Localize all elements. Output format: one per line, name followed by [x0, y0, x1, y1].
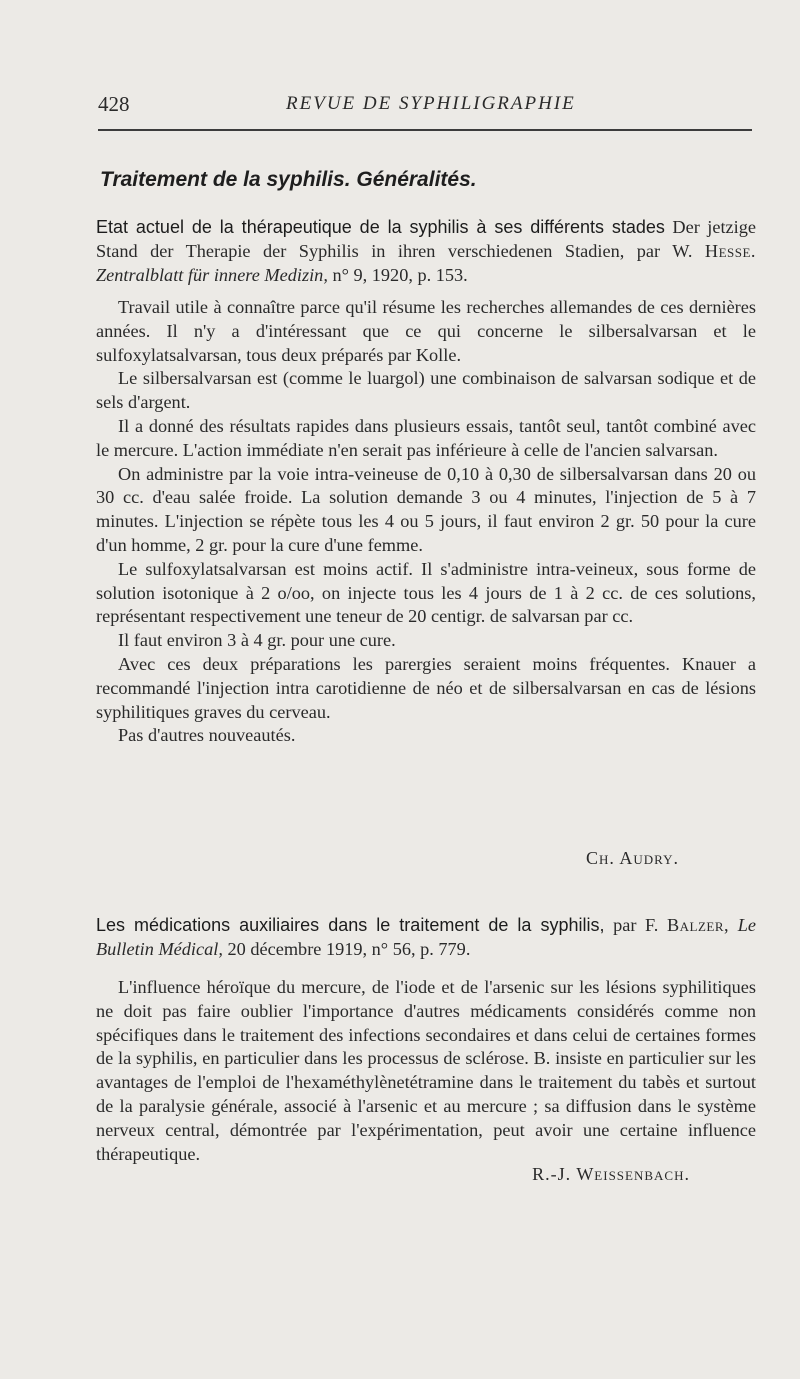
- article2-citation: 20 décembre 1919, n° 56, p. 779.: [227, 938, 471, 959]
- article1-paragraph: Avec ces deux préparations les parergies seraient moins fréquentes. Knauer a recommandé l'injection intra carotidienne de néo et de silbersalvarsan en cas de lésions syphilitiques graves du cerveau.: [96, 653, 756, 722]
- header-rule: [98, 129, 752, 131]
- article1-paragraph: On administre par la voie intra-veineuse de 0,10 à 0,30 de silbersalvarsan dans 20 ou 30 cc. d'eau salée froide. La solution demande 3 ou 4 minutes, l'injection de 5 à 7 minutes. L'injection se répète tous les 4 ou 5 jours, il faut environ 2 gr. 50 pour la cure d'un homme, 2 gr. pour la cure d'une femme.: [96, 463, 756, 555]
- article1-reference: [96, 216, 756, 287]
- article1-paragraph: Le sulfoxylatsalvarsan est moins actif. Il s'administre intra-veineux, sous forme de solution isotonique à 2 o/oo, on injecte tous les 4 jours de 1 à 2 cc. de ces solutions, représentant respectivement une teneur de 20 centigr. de salvarsan par cc.: [96, 558, 756, 627]
- article1-signature: Ch. Audry.: [585, 848, 679, 868]
- article1-citation: n° 9, 1920, p. 153.: [332, 264, 468, 285]
- article1-paragraph: Il faut environ 3 à 4 gr. pour une cure.: [118, 630, 396, 651]
- article2-author: Balzer,: [666, 915, 730, 935]
- article2-paragraph: L'influence héroïque du mercure, de l'iode et de l'arsenic sur les lésions syphilitiques ne doit pas faire oublier l'importance d'autres médicaments considérés comme non spécifiques dans le traitement des infections secondaires et dans celui de certaines formes de la syphilis, en particulier dans les processus de sclérose. B. insiste en particulier sur les avantages de l'emploi de l'hexaméthylènetétramine dans le traitement du tabès et surtout de la paralysie générale, associé à l'arsenic et au mercure ; sa diffusion dans le système nerveux central, démontrée par l'expérimentation, peut avoir une certaine influence thérapeutique.: [96, 977, 756, 1164]
- article2-reference: [96, 914, 756, 962]
- article2-body: [96, 976, 756, 1166]
- article1-author: Hesse.: [704, 240, 756, 261]
- article1-journal: Zentralblatt für innere Medizin,: [96, 264, 328, 285]
- article1-german-title: Der jetzige Stand der Therapie der Syphilis in ihren verschiedenen Stadien: [96, 217, 756, 261]
- section-heading: Traitement de la syphilis. Généralités.: [100, 168, 477, 191]
- article1-paragraph: Travail utile à connaître parce qu'il résume les recherches allemandes de ces dernières années. Il n'y a d'intéressant que ce qui concerne le silbersalvarsan et le sulfoxylatsalvarsan, tous deux préparés par Kolle.: [96, 297, 756, 365]
- article2-by: par F.: [613, 915, 659, 935]
- article1-paragraph: Il a donné des résultats rapides dans plusieurs essais, tantôt seul, tantôt combiné avec le mercure. L'action immédiate n'en serait pas inférieure à celle de l'ancien salvarsan.: [96, 415, 756, 460]
- article1-title: Etat actuel de la thérapeutique de la syphilis à ses différents stades: [96, 217, 665, 237]
- page-number: 428: [98, 92, 130, 116]
- article1-body: [96, 296, 756, 748]
- page-header: [98, 92, 754, 120]
- article2-signature: R.-J. Weissenbach.: [532, 1164, 690, 1184]
- article2-journal: Le Bulletin Médical,: [96, 915, 756, 959]
- article1-paragraph: Pas d'autres nouveautés.: [118, 725, 296, 746]
- article1-by: , par W.: [619, 240, 693, 261]
- running-title: REVUE DE SYPHILIGRAPHIE: [286, 93, 576, 114]
- article1-paragraph: Le silbersalvarsan est (comme le luargol) une combinaison de salvarsan sodique et de sels d'argent.: [96, 368, 756, 413]
- article2-title: Les médications auxiliaires dans le traitement de la syphilis,: [96, 915, 605, 935]
